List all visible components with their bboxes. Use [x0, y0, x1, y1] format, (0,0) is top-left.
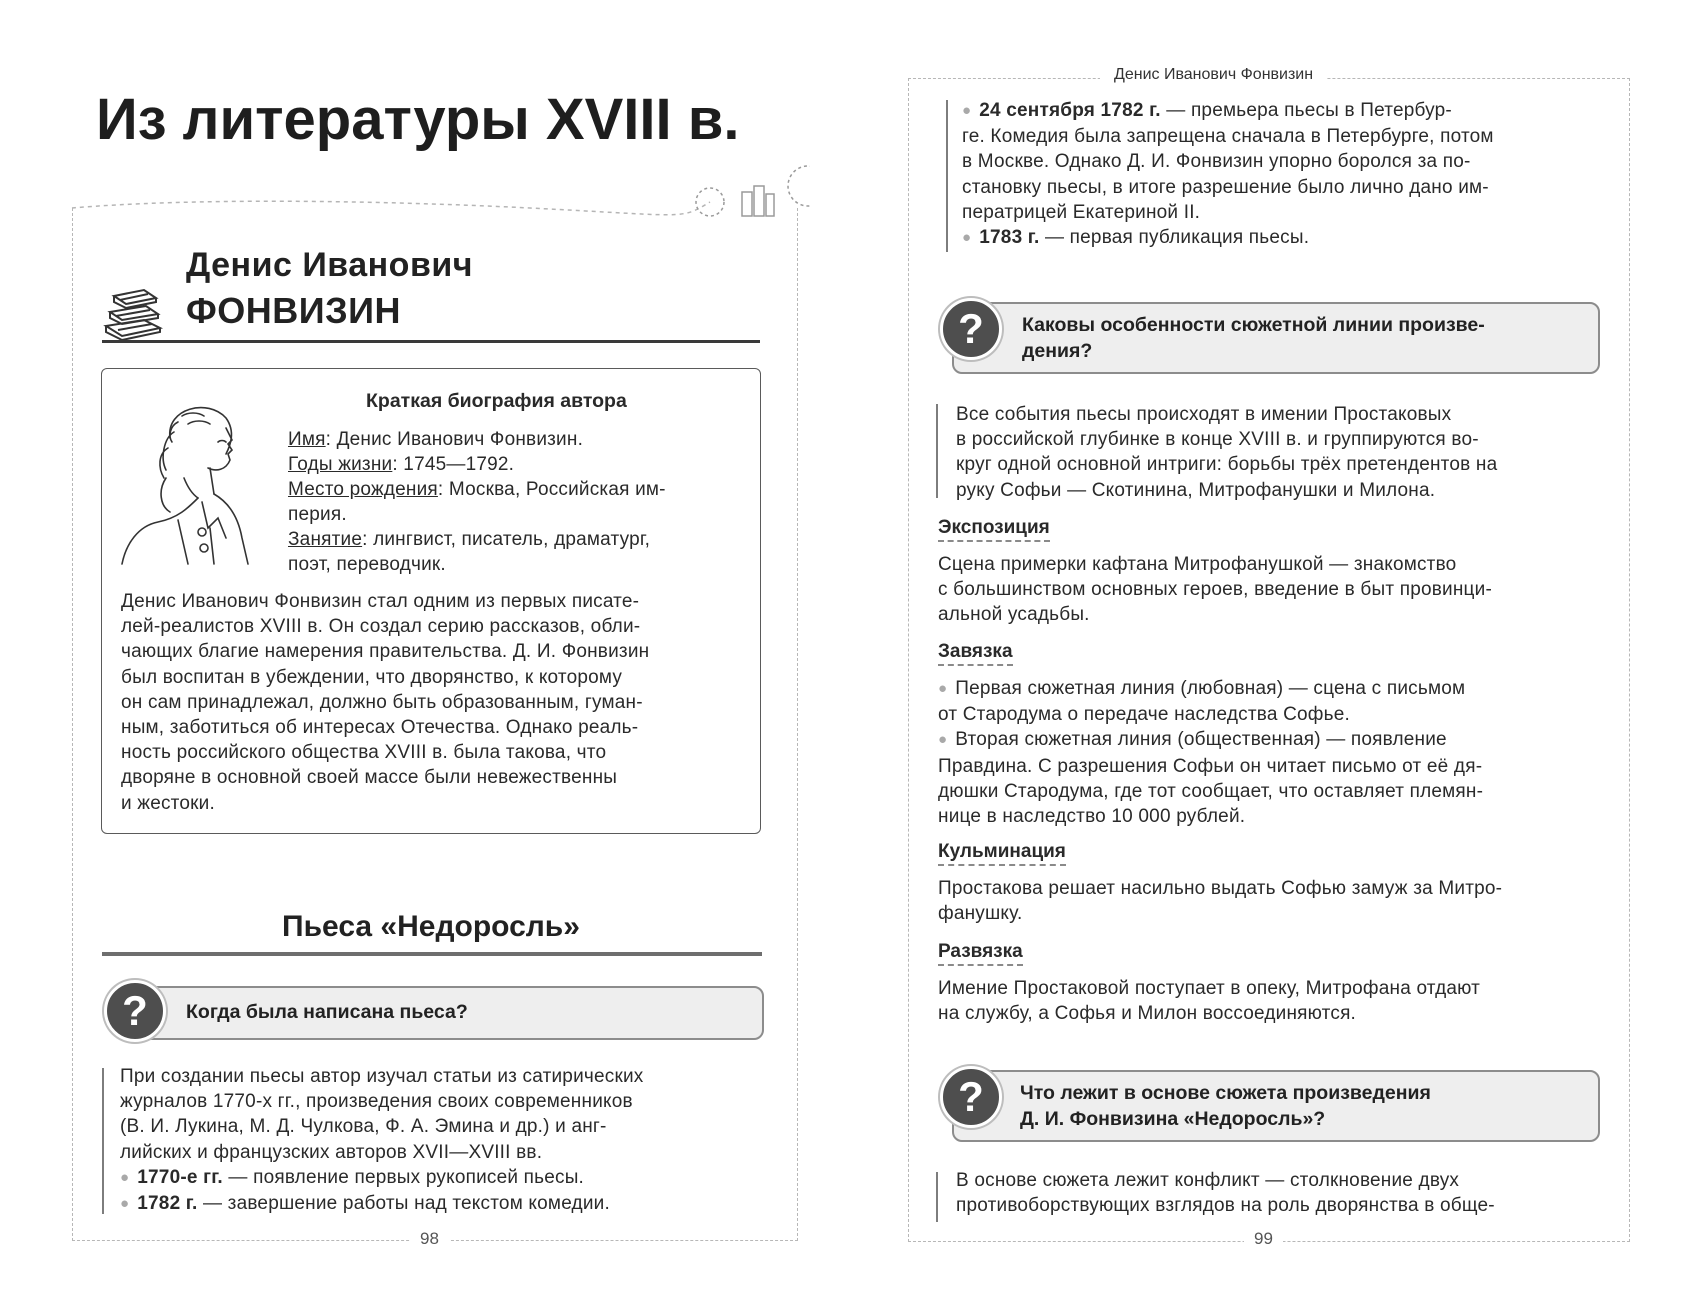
bio-line: ность российского общества XVIII в. была такова, что: [121, 742, 607, 764]
answer-1: [120, 1064, 762, 1217]
bio-line: он сам принадлежал, должно быть образованным, гуман-: [121, 691, 643, 713]
text-line: Имение Простаковой поступает в опеку, Митрофана отдают: [938, 978, 1481, 999]
answer-line: Все события пьесы происходят в имении Простаковых: [956, 404, 1452, 425]
continuation-text: [962, 98, 1596, 251]
bio-years-label: Годы жизни: [288, 454, 393, 475]
bullet-text: — первая публикация пьесы.: [1039, 227, 1310, 249]
text-line: ● Вторая сюжетная линия (общественная) — появление: [938, 727, 1596, 753]
continuation-bar: [946, 100, 948, 252]
bio-title: Краткая биография автора: [366, 390, 627, 412]
text-line: Сцена примерки кафтана Митрофанушкой — знакомство: [938, 554, 1457, 575]
bullet-item: [962, 98, 1596, 124]
play-title-underline: [102, 952, 762, 956]
question-mark-icon: ?: [104, 980, 166, 1042]
answer-bar-2: [936, 404, 938, 498]
text-line: от Стародума о передаче наследства Софье.: [938, 704, 1350, 726]
bio-job-row-2: поэт, переводчик.: [288, 554, 446, 575]
answer-line: При создании пьесы автор изучал статьи из сатирических: [120, 1066, 644, 1087]
bio-line: и жестоки.: [121, 792, 215, 814]
text-line: фанушку.: [938, 903, 1023, 925]
bio-line: Денис Иванович Фонвизин стал одним из первых писате-: [121, 591, 640, 612]
text-line: с большинством основных героев, введение в быт провинци-: [938, 579, 1492, 601]
bullet-text: — премьера пьесы в Петербур-: [1160, 100, 1452, 121]
right-page-frame: [908, 78, 1630, 1242]
cont-line: ге. Комедия была запрещена сначала в Петербурге, потом: [962, 126, 1494, 148]
answer-line: В основе сюжета лежит конфликт — столкновение двух: [956, 1170, 1460, 1191]
bio-job-row: [288, 527, 650, 552]
denouement-text: [938, 976, 1596, 1026]
section-heading-exposition: Экспозиция: [938, 516, 1050, 542]
portrait-image: [118, 398, 268, 566]
text-line: ● Первая сюжетная линия (любовная) — сцена с письмом: [938, 676, 1596, 702]
text-line: Простакова решает насильно выдать Софью замуж за Митро-: [938, 878, 1503, 899]
tie-text: [938, 676, 1596, 829]
author-last-name: ФОНВИЗИН: [186, 290, 402, 331]
question-line: Что лежит в основе сюжета произведения: [1020, 1082, 1431, 1104]
answer-2: [956, 402, 1596, 503]
answer-bar-3: [936, 1172, 938, 1222]
answer-line: лийских и французских авторов XVII—XVIII вв.: [120, 1141, 543, 1163]
bio-years-value: : 1745—1792.: [392, 454, 515, 475]
climax-text: [938, 876, 1596, 926]
bio-birth-row-2: перия.: [288, 504, 347, 525]
bio-line: чающих благие намерения правительства. Д. И. Фонвизин: [121, 641, 650, 663]
bio-paragraph: [121, 589, 743, 816]
question-line: Д. И. Фонвизина «Недоросль»?: [1020, 1108, 1326, 1130]
question-text-2: [1022, 312, 1485, 364]
question-line: дения?: [1022, 340, 1093, 362]
exposition-text: [938, 552, 1596, 628]
question-line: Каковы особенности сюжетной линии произве-: [1022, 314, 1485, 336]
bio-name-value: : Денис Иванович Фонвизин.: [325, 429, 584, 450]
answer-line: (В. И. Лукина, М. Д. Чулкова, Ф. А. Эмина и др.) и анг-: [120, 1116, 607, 1138]
bio-name-row: [288, 427, 583, 452]
bio-line: был воспитан в убеждении, что дворянство, к которому: [121, 666, 623, 688]
text-line: на службу, а Софья и Милон воссоединяются.: [938, 1003, 1357, 1025]
bullet-item: [962, 225, 1596, 251]
cont-line: ператрицей Екатериной II.: [962, 201, 1201, 223]
play-title: Пьеса «Недоросль»: [282, 910, 580, 943]
answer-line: противоборствующих взглядов на роль дворянства в обще-: [956, 1195, 1495, 1217]
bullet-date: 1770-е гг.: [137, 1166, 223, 1188]
bio-line: ным, заботиться об интересах Отечества. Однако реаль-: [121, 717, 639, 739]
answer-bar-1: [102, 1068, 104, 1214]
section-heading-climax: Кульминация: [938, 840, 1066, 866]
section-heading-denouement: Развязка: [938, 940, 1023, 966]
bio-birth-value: : Москва, Российская им-: [437, 479, 666, 500]
answer-line: журналов 1770-х гг., произведения своих современников: [120, 1091, 633, 1113]
question-text-3: [1020, 1080, 1431, 1132]
text-line: нице в наследство 10 000 рублей.: [938, 806, 1246, 828]
books-icon: [100, 282, 166, 342]
section-heading-tie: Завязка: [938, 640, 1013, 666]
text-line: дюшки Стародума, где тот сообщает, что оставляет племян-: [938, 780, 1484, 802]
running-head: Денис Иванович Фонвизин: [1100, 66, 1327, 84]
bullet-date: 1782 г.: [137, 1193, 198, 1215]
bio-job-label: Занятие: [288, 529, 363, 550]
answer-line: в российской глубинке в конце XVIII в. и группируются во-: [956, 429, 1479, 451]
bullet-date: 24 сентября 1782 г.: [979, 100, 1161, 121]
page-number-right: 99: [1244, 1229, 1283, 1249]
bio-years-row: [288, 452, 514, 477]
author-first-name: Денис Иванович: [186, 246, 473, 284]
answer-line: круг одной основной интриги: борьбы трёх претендентов на: [956, 454, 1498, 476]
text-line: альной усадьбы.: [938, 604, 1090, 626]
bio-birth-row: [288, 477, 742, 502]
bullet-text: — появление первых рукописей пьесы.: [222, 1166, 585, 1188]
bio-job-value: : лингвист, писатель, драматург,: [362, 529, 651, 550]
question-text-1: Когда была написана пьеса?: [186, 1001, 468, 1023]
bio-line: дворяне в основной своей массе были невежественны: [121, 767, 618, 789]
bio-line: лей-реалистов XVIII в. Он создал серию рассказов, обли-: [121, 616, 641, 638]
bio-birth-label: Место рождения: [288, 479, 438, 500]
bullet-text: — завершение работы над текстом комедии.: [197, 1193, 610, 1215]
bullet-date: 1783 г.: [979, 227, 1040, 249]
cont-line: становку пьесы, в итоге разрешение было лично дано им-: [962, 176, 1489, 198]
decorative-wave: [70, 150, 810, 230]
answer-3: [956, 1168, 1596, 1218]
answer-line: руку Софьи — Скотинина, Митрофанушки и Милона.: [956, 479, 1436, 501]
bio-name-label: Имя: [288, 429, 326, 450]
bullet-item: [120, 1191, 762, 1217]
bullet-item: [120, 1165, 762, 1191]
question-mark-icon: ?: [940, 298, 1002, 360]
chapter-title: Из литературы XVIII в.: [96, 87, 740, 152]
author-underline: [102, 340, 760, 343]
text-line: Правдина. С разрешения Софьи он читает письмо от её дя-: [938, 755, 1483, 777]
question-mark-icon: ?: [940, 1066, 1002, 1128]
page-number-left: 98: [410, 1229, 449, 1249]
cont-line: в Москве. Однако Д. И. Фонвизин упорно боролся за по-: [962, 151, 1471, 173]
